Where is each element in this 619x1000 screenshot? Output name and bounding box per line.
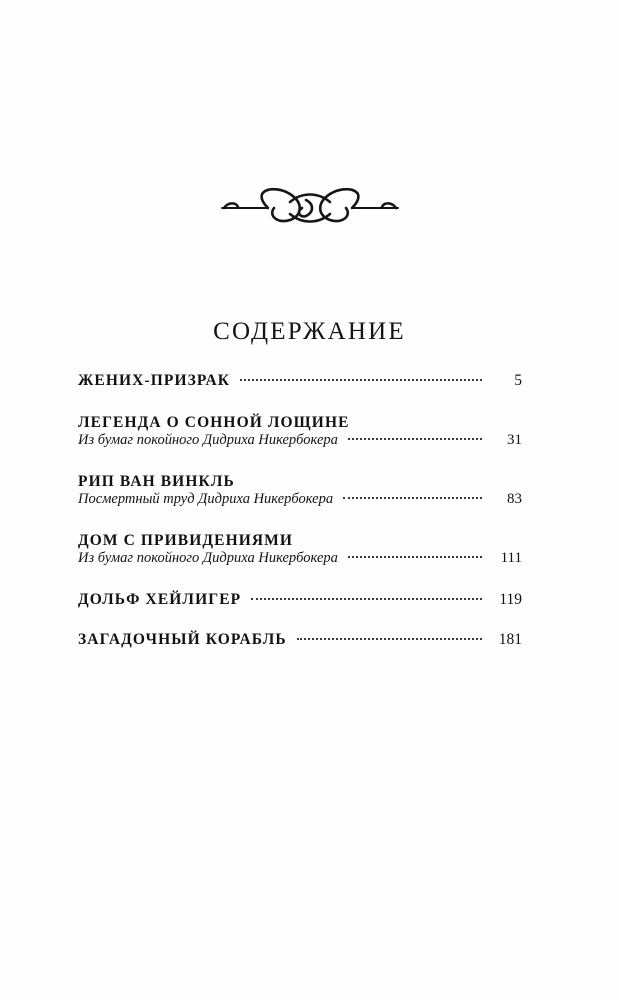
dot-leader (297, 638, 482, 640)
page-number: 111 (500, 550, 522, 566)
toc-entry[interactable] (78, 532, 522, 567)
toc-entry-line (78, 414, 522, 432)
page-number: 31 (507, 432, 522, 448)
toc-entry-line (78, 473, 522, 491)
toc-entry-line (78, 372, 522, 390)
dot-leader (343, 497, 482, 499)
page-title: СОДЕРЖАНИЕ (213, 318, 406, 345)
toc-entry-line (78, 532, 522, 550)
chapter-title: ДОМ С ПРИВИДЕНИЯМИ (78, 532, 294, 549)
toc-entry-subline (78, 432, 522, 449)
dot-leader (251, 598, 482, 600)
decorative-flourish-ornament (0, 178, 619, 238)
toc-entry[interactable] (78, 473, 522, 508)
chapter-subtitle: Посмертный труд Дидриха Никербокера (78, 491, 334, 507)
toc-entry-line (78, 631, 522, 649)
chapter-subtitle: Из бумаг покойного Дидриха Никербокера (78, 550, 338, 566)
chapter-title: ЖЕНИХ-ПРИЗРАК (78, 372, 231, 389)
chapter-subtitle: Из бумаг покойного Дидриха Никербокера (78, 432, 338, 448)
page-number: 181 (498, 631, 522, 648)
chapter-title: ЛЕГЕНДА О СОННОЙ ЛОЩИНЕ (78, 414, 350, 431)
toc-entry-line (78, 591, 522, 609)
page-number: 83 (507, 491, 522, 507)
toc-entry-subline (78, 550, 522, 567)
dot-leader (348, 438, 482, 440)
table-of-contents (78, 372, 522, 671)
toc-entry[interactable] (78, 414, 522, 449)
dot-leader (348, 556, 482, 558)
toc-entry-subline (78, 491, 522, 508)
toc-entry[interactable] (78, 631, 522, 649)
page-number: 5 (514, 372, 522, 389)
chapter-title: РИП ВАН ВИНКЛЬ (78, 473, 235, 490)
toc-entry[interactable] (78, 372, 522, 390)
toc-entry[interactable] (78, 591, 522, 609)
chapter-title: ДОЛЬФ ХЕЙЛИГЕР (78, 591, 242, 608)
dot-leader (240, 379, 482, 381)
chapter-title: ЗАГАДОЧНЫЙ КОРАБЛЬ (78, 631, 287, 648)
page-number: 119 (499, 591, 522, 608)
